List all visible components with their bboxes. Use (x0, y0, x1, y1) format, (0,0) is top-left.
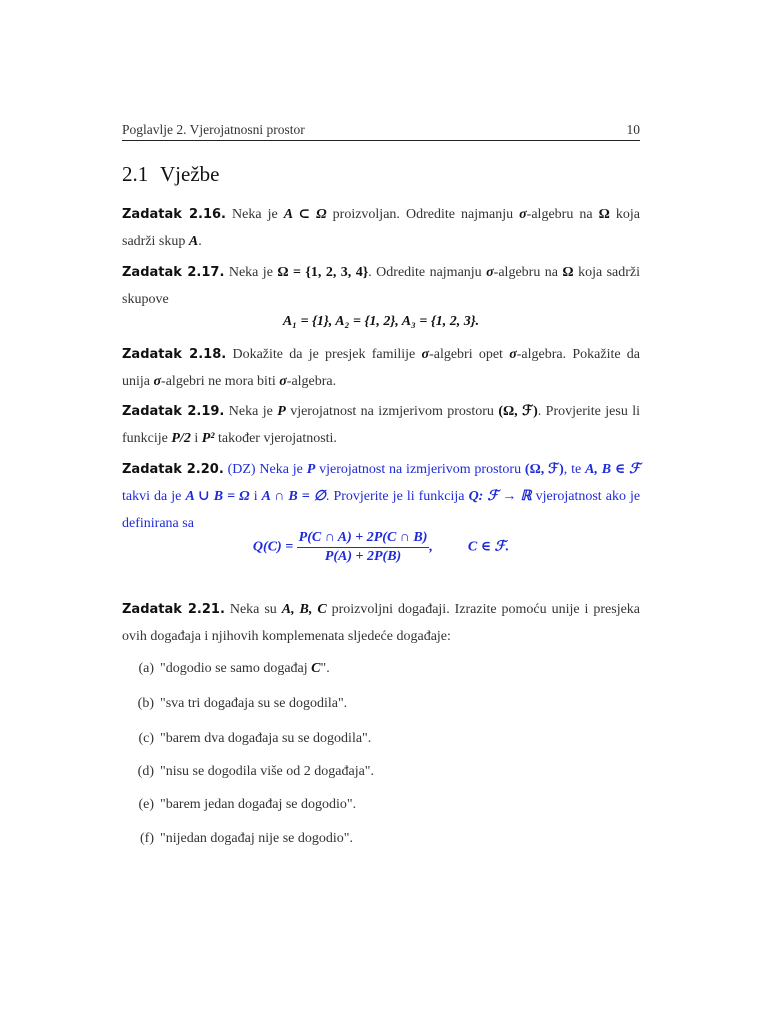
task-text: i (194, 431, 199, 446)
math: P (277, 404, 286, 419)
task-text: vjerojatnost na izmjerivom prostoru (319, 462, 522, 477)
list-item (130, 696, 347, 712)
section-heading (122, 162, 219, 187)
math: σ (509, 347, 517, 362)
fraction-numerator: P(C ∩ A) + 2P(C ∩ B) (297, 530, 430, 548)
task-label: Zadatak 2.16. (122, 207, 226, 222)
math: Ω = {1, 2, 3, 4} (277, 265, 369, 280)
math: , (429, 539, 433, 555)
section-number: 2.1 (122, 162, 149, 186)
item-text: ". (320, 661, 330, 676)
header-rule (122, 140, 640, 141)
running-header (122, 122, 640, 140)
task-label: Zadatak 2.21. (122, 602, 225, 617)
task-label: Zadatak 2.19. (122, 404, 225, 419)
task-text: . Provjerite je li funkcija (325, 489, 465, 504)
chapter-title: Poglavlje 2. Vjerojatnosni prostor (122, 122, 305, 137)
math: A ∩ B = ∅ (261, 489, 326, 504)
task-text: Neka su (229, 602, 277, 617)
item-label: (f) (140, 831, 154, 846)
task-text: Dokažite da je presjek familije (232, 347, 416, 362)
math: Q(C) = (252, 539, 294, 555)
math: (Ω, ℱ) (498, 404, 538, 419)
list-item (130, 661, 330, 677)
task-label: Zadatak 2.18. (122, 347, 227, 362)
item-label: (b) (137, 696, 154, 711)
task-text: vjerojatnost ako je definirana sa (122, 489, 641, 531)
task-text: (DZ) Neka je (227, 462, 303, 477)
list-item (130, 797, 356, 813)
task-2-18 (122, 341, 640, 395)
task-text: -algebra. Pokažite da unija (122, 347, 641, 389)
item-text: "barem jedan događaj se dogodio". (160, 797, 357, 812)
page-number: 10 (626, 122, 640, 137)
item-text: "barem dva događaja su se dogodila". (160, 731, 372, 746)
item-label: (e) (138, 797, 154, 812)
task-2-16 (122, 201, 640, 255)
item-text: "dogodio se samo događaj (160, 661, 308, 676)
equation-2-17 (122, 314, 640, 330)
math: P (306, 462, 316, 477)
task-label: Zadatak 2.20. (122, 462, 224, 477)
task-text: koja sadrži skup (122, 207, 640, 249)
task-text: proizvoljni događaji. Izrazite pomoću unije i presjeka ovih događaja i njihovih komplemenata sljedeće događaje: (122, 602, 641, 644)
task-2-19 (122, 398, 640, 452)
task-text: -algebru na (526, 207, 593, 222)
task-text: proizvoljan. Odredite najmanju (332, 207, 514, 222)
task-text: . (198, 234, 202, 249)
fraction (297, 530, 430, 565)
item-text: "nijedan događaj nije se dogodio". (160, 831, 353, 846)
math: A (188, 234, 199, 249)
item-text: "nisu se dogodila više od 2 događaja". (160, 764, 375, 779)
task-text: vjerojatnost na izmjerivom prostoru (290, 404, 494, 419)
math: P² (201, 431, 215, 446)
item-label: (a) (138, 661, 154, 676)
fraction-denominator: P(A) + 2P(B) (324, 549, 402, 564)
math: Ω (598, 207, 610, 222)
task-2-17 (122, 259, 640, 313)
math: A, B, C (281, 602, 327, 617)
section-title: Vježbe (160, 162, 220, 186)
math: A, B ∈ ℱ (585, 462, 641, 477)
math: P/2 (171, 431, 191, 446)
math: C ∈ ℱ. (467, 539, 510, 555)
math: C (311, 661, 321, 676)
math: A ∪ B = Ω (185, 489, 250, 504)
task-text: -algebru na (493, 265, 558, 280)
task-text: Neka je (232, 207, 278, 222)
math: σ (279, 374, 287, 389)
equation-2-20 (122, 530, 640, 565)
math: Ω (562, 265, 574, 280)
math: A ⊂ Ω (283, 207, 327, 222)
task-text: i (253, 489, 258, 504)
task-text: takvi da je (122, 489, 182, 504)
list-item (130, 831, 353, 847)
task-text: . Odredite najmanju (368, 265, 482, 280)
item-label: (c) (138, 731, 154, 746)
list-item (130, 731, 371, 747)
task-text: . Provjerite jesu li funkcije (122, 404, 641, 446)
math: A₁ = {1}, A₂ = {1, 2}, A₃ = {1, 2, 3}. (282, 314, 480, 329)
math: σ (486, 265, 494, 280)
task-text: također vjerojatnosti. (217, 431, 337, 446)
task-text: Neka je (228, 404, 273, 419)
math: σ (153, 374, 162, 389)
task-text: , te (563, 462, 582, 477)
item-label: (d) (137, 764, 154, 779)
math: σ (519, 207, 527, 222)
task-text: koja sadrži skupove (122, 265, 641, 307)
math: σ (421, 347, 430, 362)
task-2-20 (122, 456, 640, 537)
math: Q: ℱ → ℝ (468, 489, 532, 504)
task-2-21 (122, 596, 640, 650)
task-text: -algebra. (286, 374, 337, 389)
task-text: Neka je (228, 265, 273, 280)
task-text: -algebri opet (429, 347, 503, 362)
task-text: -algebri ne mora biti (161, 374, 276, 389)
list-item (130, 764, 374, 780)
math: (Ω, ℱ) (524, 462, 564, 477)
task-label: Zadatak 2.17. (122, 265, 225, 280)
item-text: "sva tri događaja su se dogodila". (160, 696, 348, 711)
